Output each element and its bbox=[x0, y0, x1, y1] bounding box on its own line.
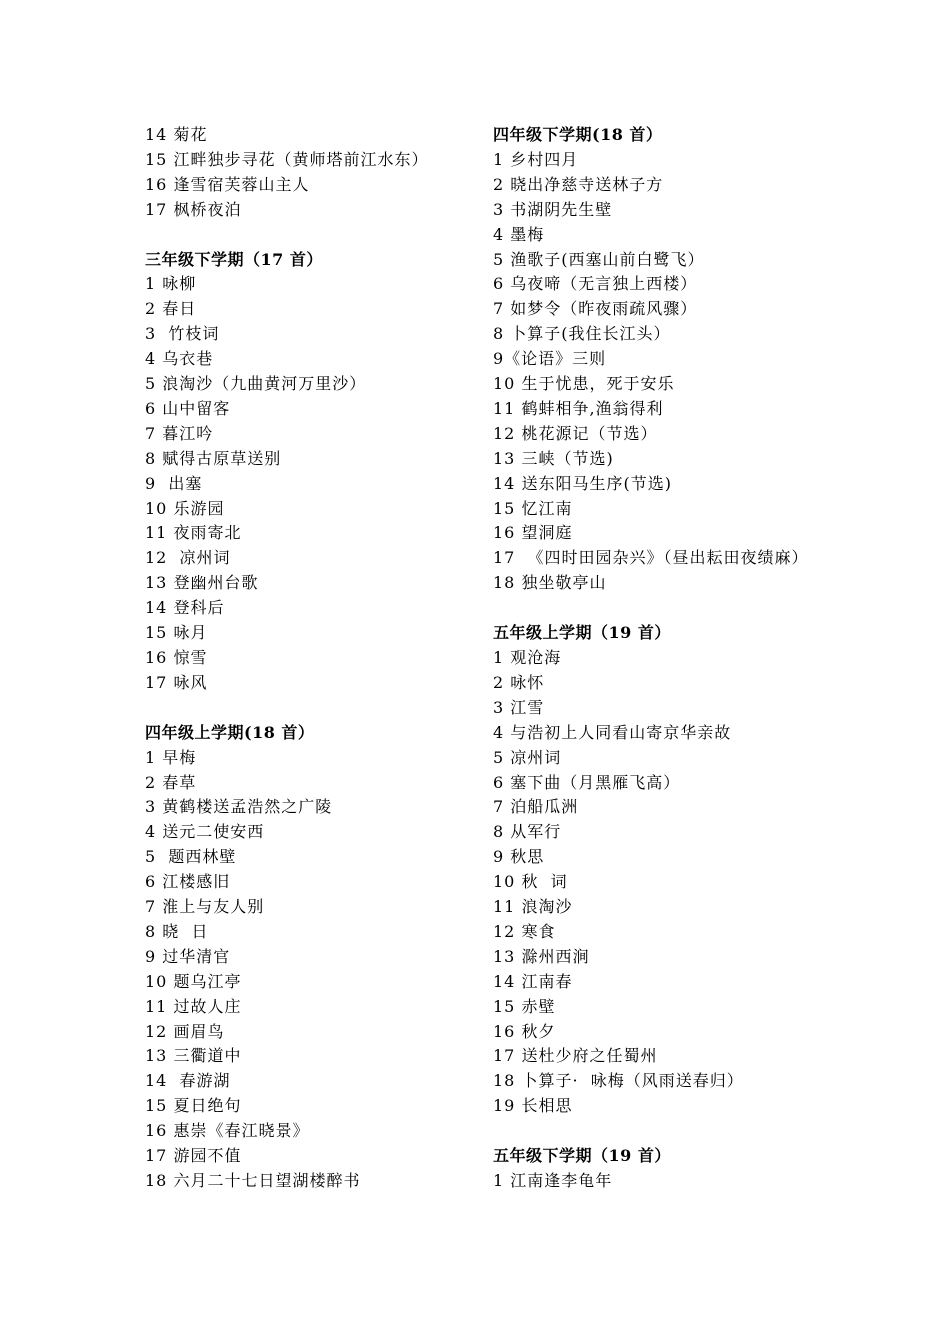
poem-item: 17 送杜少府之任蜀州 bbox=[493, 1046, 658, 1066]
poem-item: 13 三峡（节选) bbox=[493, 448, 614, 468]
poem-item: 14 菊花 bbox=[145, 125, 208, 144]
poem-item: 3 竹枝词 bbox=[145, 324, 220, 344]
poem-item: 8 卜算子(我住长江头） bbox=[493, 324, 671, 344]
poem-item: 2 春草 bbox=[145, 772, 197, 792]
poem-item: 7 如梦令（昨夜雨疏风骤） bbox=[493, 299, 698, 319]
poem-item: 5 渔歌子(西塞山前白鹭飞） bbox=[493, 249, 705, 269]
poem-item: 1 观沧海 bbox=[493, 647, 562, 667]
poem-item: 16 逢雪宿芙蓉山主人 bbox=[145, 174, 310, 194]
poem-item: 11 浪淘沙 bbox=[493, 897, 573, 917]
poem-item: 2 晓出净慈寺送林子方 bbox=[493, 174, 664, 194]
poem-item: 4 墨梅 bbox=[493, 224, 545, 244]
poem-item: 17 游园不值 bbox=[145, 1146, 242, 1166]
section-heading: 五年级上学期（19 首） bbox=[493, 623, 671, 643]
poem-item: 14 江南春 bbox=[493, 971, 573, 991]
poem-item: 15 夏日绝句 bbox=[145, 1096, 242, 1116]
poem-item: 6 乌夜啼（无言独上西楼） bbox=[493, 274, 698, 294]
poem-item: 18 独坐敬亭山 bbox=[493, 573, 607, 593]
poem-item: 4 送元二使安西 bbox=[145, 822, 265, 842]
poem-item: 6 山中留客 bbox=[145, 398, 231, 418]
poem-item: 3 黄鹤楼送孟浩然之广陵 bbox=[145, 797, 333, 817]
poem-item: 12 桃花源记（节选） bbox=[493, 423, 658, 443]
poem-item: 7 淮上与友人别 bbox=[145, 897, 265, 917]
poem-item: 1 早梅 bbox=[145, 747, 197, 767]
poem-item: 8 从军行 bbox=[493, 822, 562, 842]
poem-item: 7 暮江吟 bbox=[145, 423, 214, 443]
poem-item: 15 赤壁 bbox=[493, 996, 556, 1016]
poem-item: 11 夜雨寄北 bbox=[145, 523, 242, 543]
section-heading: 三年级下学期（17 首） bbox=[145, 249, 323, 269]
poem-item: 1 咏柳 bbox=[145, 274, 197, 294]
poem-item: 8 晓 日 bbox=[145, 921, 209, 941]
poem-item: 17 《四时田园杂兴》（昼出耘田夜绩麻） bbox=[493, 548, 809, 568]
poem-item: 13 滁州西涧 bbox=[493, 946, 590, 966]
poem-section bbox=[493, 1144, 823, 1194]
poem-item: 14 春游湖 bbox=[145, 1071, 231, 1091]
poem-item: 12 凉州词 bbox=[145, 548, 231, 568]
poem-item: 12 画眉鸟 bbox=[145, 1021, 225, 1041]
poem-item: 2 咏怀 bbox=[493, 672, 545, 692]
poem-item: 5 题西林壁 bbox=[145, 847, 237, 867]
section-heading: 四年级下学期(18 首） bbox=[493, 125, 663, 144]
poem-item: 14 送东阳马生序(节选) bbox=[493, 473, 672, 493]
poem-item: 18 六月二十七日望湖楼醉书 bbox=[145, 1171, 361, 1190]
poem-item: 18 卜算子· 咏梅（风雨送春归） bbox=[493, 1071, 744, 1091]
poem-item: 17 枫桥夜泊 bbox=[145, 199, 242, 219]
poem-item: 13 登幽州台歌 bbox=[145, 573, 259, 593]
section-heading: 五年级下学期（19 首） bbox=[493, 1146, 671, 1166]
poem-item: 5 浪淘沙（九曲黄河万里沙） bbox=[145, 374, 367, 394]
poem-item: 10 生于忧患，死于安乐 bbox=[493, 374, 675, 394]
poem-section bbox=[145, 123, 475, 223]
poem-item: 3 江雪 bbox=[493, 697, 545, 717]
poem-item: 16 秋夕 bbox=[493, 1021, 556, 1041]
poem-item: 16 望洞庭 bbox=[493, 523, 573, 543]
poem-item: 14 登科后 bbox=[145, 598, 225, 618]
poem-item: 15 忆江南 bbox=[493, 498, 573, 518]
poem-section bbox=[493, 621, 823, 1119]
poem-item: 3 书湖阴先生壁 bbox=[493, 199, 613, 219]
poem-section bbox=[145, 721, 475, 1194]
poem-item: 10 秋 词 bbox=[493, 872, 568, 892]
poem-item: 13 三衢道中 bbox=[145, 1046, 242, 1066]
poem-item: 19 长相思 bbox=[493, 1096, 573, 1116]
poem-section bbox=[493, 123, 823, 596]
poem-item: 17 咏风 bbox=[145, 672, 208, 692]
poem-item: 10 题乌江亭 bbox=[145, 971, 242, 991]
poem-item: 2 春日 bbox=[145, 299, 197, 319]
poem-item: 10 乐游园 bbox=[145, 498, 225, 518]
poem-item: 9《论语》三则 bbox=[493, 349, 607, 369]
poem-item: 16 惠崇《春江晓景》 bbox=[145, 1121, 310, 1141]
poem-section bbox=[145, 248, 475, 696]
section-heading: 四年级上学期(18 首） bbox=[145, 722, 315, 742]
poem-item: 9 出塞 bbox=[145, 473, 203, 493]
poem-item: 7 泊船瓜洲 bbox=[493, 797, 579, 817]
poem-item: 6 江楼感旧 bbox=[145, 872, 231, 892]
poem-item: 1 乡村四月 bbox=[493, 149, 579, 169]
poem-item: 9 过华清官 bbox=[145, 946, 231, 966]
poem-item: 5 凉州词 bbox=[493, 747, 562, 767]
right-column bbox=[493, 123, 823, 1219]
poem-item: 1 江南逢李龟年 bbox=[493, 1170, 613, 1190]
poem-item: 11 鹤蚌相争,渔翁得利 bbox=[493, 398, 664, 418]
left-column bbox=[145, 123, 475, 1219]
poem-item: 15 咏月 bbox=[145, 623, 208, 643]
poem-item: 4 与浩初上人同看山寄京华亲故 bbox=[493, 722, 732, 742]
poem-item: 12 寒食 bbox=[493, 921, 556, 941]
poem-item: 9 秋思 bbox=[493, 847, 545, 867]
poem-item: 11 过故人庄 bbox=[145, 996, 242, 1016]
poem-item: 16 惊雪 bbox=[145, 648, 208, 667]
poem-item: 8 赋得古原草送别 bbox=[145, 448, 282, 468]
poem-item: 4 乌衣巷 bbox=[145, 349, 214, 369]
poem-item: 6 塞下曲（月黑雁飞高） bbox=[493, 772, 681, 792]
poem-item: 15 江畔独步寻花（黄师塔前江水东） bbox=[145, 149, 429, 169]
